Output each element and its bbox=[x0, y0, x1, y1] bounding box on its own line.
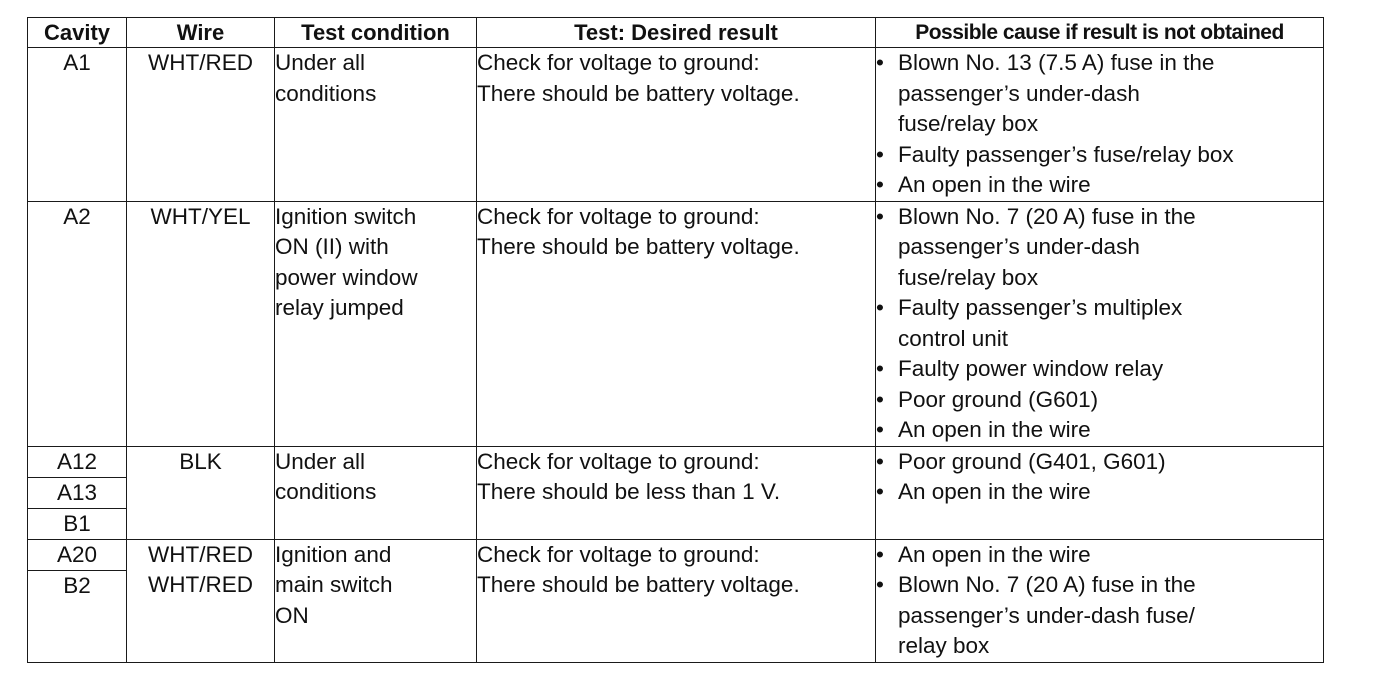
cavity-label: A2 bbox=[63, 203, 91, 229]
cause-line: passenger’s under-dash bbox=[898, 234, 1140, 259]
result-line: There should be battery voltage. bbox=[477, 572, 800, 597]
cause-item bbox=[876, 570, 1323, 662]
condition-cell bbox=[275, 539, 477, 662]
result-cell bbox=[477, 201, 876, 446]
condition-cell bbox=[275, 446, 477, 539]
header-wire: Wire bbox=[127, 18, 275, 48]
cause-line: control unit bbox=[898, 325, 1009, 351]
cavity-label: A12 bbox=[28, 447, 126, 478]
wire-cell bbox=[127, 446, 275, 539]
wire-cell bbox=[127, 48, 275, 202]
cause-line: • An open in the wire bbox=[898, 541, 1091, 567]
cause-cell bbox=[876, 539, 1324, 662]
cavity-cell bbox=[28, 446, 127, 539]
cause-line: passenger’s under-dash fuse/ bbox=[898, 602, 1195, 628]
condition-line: ON bbox=[275, 602, 309, 628]
table-row bbox=[28, 446, 1324, 539]
cavity-label: A1 bbox=[63, 50, 91, 75]
cavity-cell bbox=[28, 48, 127, 202]
cavity-label: B1 bbox=[63, 510, 91, 536]
cause-item bbox=[876, 415, 1323, 446]
cause-item bbox=[876, 385, 1323, 416]
result-cell bbox=[477, 446, 876, 539]
cause-item bbox=[876, 447, 1323, 478]
wire-label: WHT/RED bbox=[148, 541, 253, 567]
cause-list bbox=[876, 540, 1323, 662]
condition-line: ON (II) with bbox=[275, 234, 389, 259]
cause-line: fuse/relay box bbox=[898, 264, 1039, 290]
result-line: Check for voltage to ground: bbox=[477, 203, 760, 229]
condition-cell bbox=[275, 201, 477, 446]
cause-cell bbox=[876, 48, 1324, 202]
condition-line: Ignition switch bbox=[275, 203, 417, 229]
table-row bbox=[28, 539, 1324, 662]
cause-line: • Blown No. 7 (20 A) fuse in the bbox=[898, 203, 1196, 229]
cause-line: • An open in the wire bbox=[898, 417, 1091, 442]
cause-list bbox=[876, 202, 1323, 446]
cavity-label: B2 bbox=[63, 572, 91, 598]
wire-label: WHT/YEL bbox=[150, 203, 251, 229]
result-cell bbox=[477, 539, 876, 662]
cause-line: relay box bbox=[898, 633, 990, 658]
condition-cell bbox=[275, 48, 477, 202]
wire-cell bbox=[127, 539, 275, 662]
wire-label: WHT/RED bbox=[148, 572, 253, 597]
cause-list bbox=[876, 447, 1323, 508]
header-test-condition: Test condition bbox=[275, 18, 477, 48]
header-desired-result: Test: Desired result bbox=[477, 18, 876, 48]
cause-item bbox=[876, 293, 1323, 354]
result-line: Check for voltage to ground: bbox=[477, 541, 760, 567]
cause-list bbox=[876, 48, 1323, 201]
result-line: There should be less than 1 V. bbox=[477, 479, 781, 504]
cause-line: • Faulty power window relay bbox=[898, 356, 1164, 381]
cause-item bbox=[876, 540, 1323, 571]
cause-line: • Poor ground (G601) bbox=[898, 386, 1099, 412]
cause-line: • Blown No. 7 (20 A) fuse in the bbox=[898, 572, 1196, 597]
cause-item bbox=[876, 140, 1323, 171]
result-cell bbox=[477, 48, 876, 202]
cause-item bbox=[876, 48, 1323, 140]
result-line: There should be battery voltage. bbox=[477, 234, 800, 259]
wire-label: WHT/RED bbox=[148, 50, 253, 75]
cause-item bbox=[876, 170, 1323, 201]
diagnostic-table bbox=[27, 17, 1324, 663]
cause-line: • An open in the wire bbox=[898, 479, 1091, 504]
cavity-cell bbox=[28, 539, 127, 662]
result-line: Check for voltage to ground: bbox=[477, 50, 760, 75]
cause-line: • Blown No. 13 (7.5 A) fuse in the bbox=[898, 50, 1215, 75]
cause-line: • Faulty passenger’s multiplex bbox=[898, 295, 1183, 320]
condition-line: conditions bbox=[275, 80, 377, 106]
condition-line: relay jumped bbox=[275, 295, 404, 320]
condition-line: Under all bbox=[275, 50, 366, 75]
cause-item bbox=[876, 477, 1323, 508]
condition-line: conditions bbox=[275, 479, 377, 504]
condition-line: main switch bbox=[275, 572, 393, 597]
result-line: Check for voltage to ground: bbox=[477, 448, 760, 474]
table-row bbox=[28, 48, 1324, 202]
cavity-label: A20 bbox=[28, 540, 126, 571]
header-row bbox=[28, 18, 1324, 48]
cause-cell bbox=[876, 446, 1324, 539]
cause-line: passenger’s under-dash bbox=[898, 80, 1140, 106]
cause-line: fuse/relay box bbox=[898, 111, 1039, 136]
header-cavity: Cavity bbox=[28, 18, 127, 48]
cause-line: • Poor ground (G401, G601) bbox=[898, 448, 1166, 474]
cavity-label: A13 bbox=[28, 478, 126, 509]
cavity-cell bbox=[28, 201, 127, 446]
header-possible-cause: Possible cause if result is not obtained bbox=[876, 18, 1324, 48]
condition-line: Under all bbox=[275, 448, 366, 474]
cause-line: • Faulty passenger’s fuse/relay box bbox=[898, 141, 1234, 167]
condition-line: power window bbox=[275, 264, 418, 290]
condition-line: Ignition and bbox=[275, 541, 392, 567]
result-line: There should be battery voltage. bbox=[477, 80, 800, 106]
wire-label: BLK bbox=[179, 448, 222, 474]
cause-line: • An open in the wire bbox=[898, 172, 1091, 197]
cause-cell bbox=[876, 201, 1324, 446]
cause-item bbox=[876, 354, 1323, 385]
cause-item bbox=[876, 202, 1323, 294]
wire-cell bbox=[127, 201, 275, 446]
table-row bbox=[28, 201, 1324, 446]
